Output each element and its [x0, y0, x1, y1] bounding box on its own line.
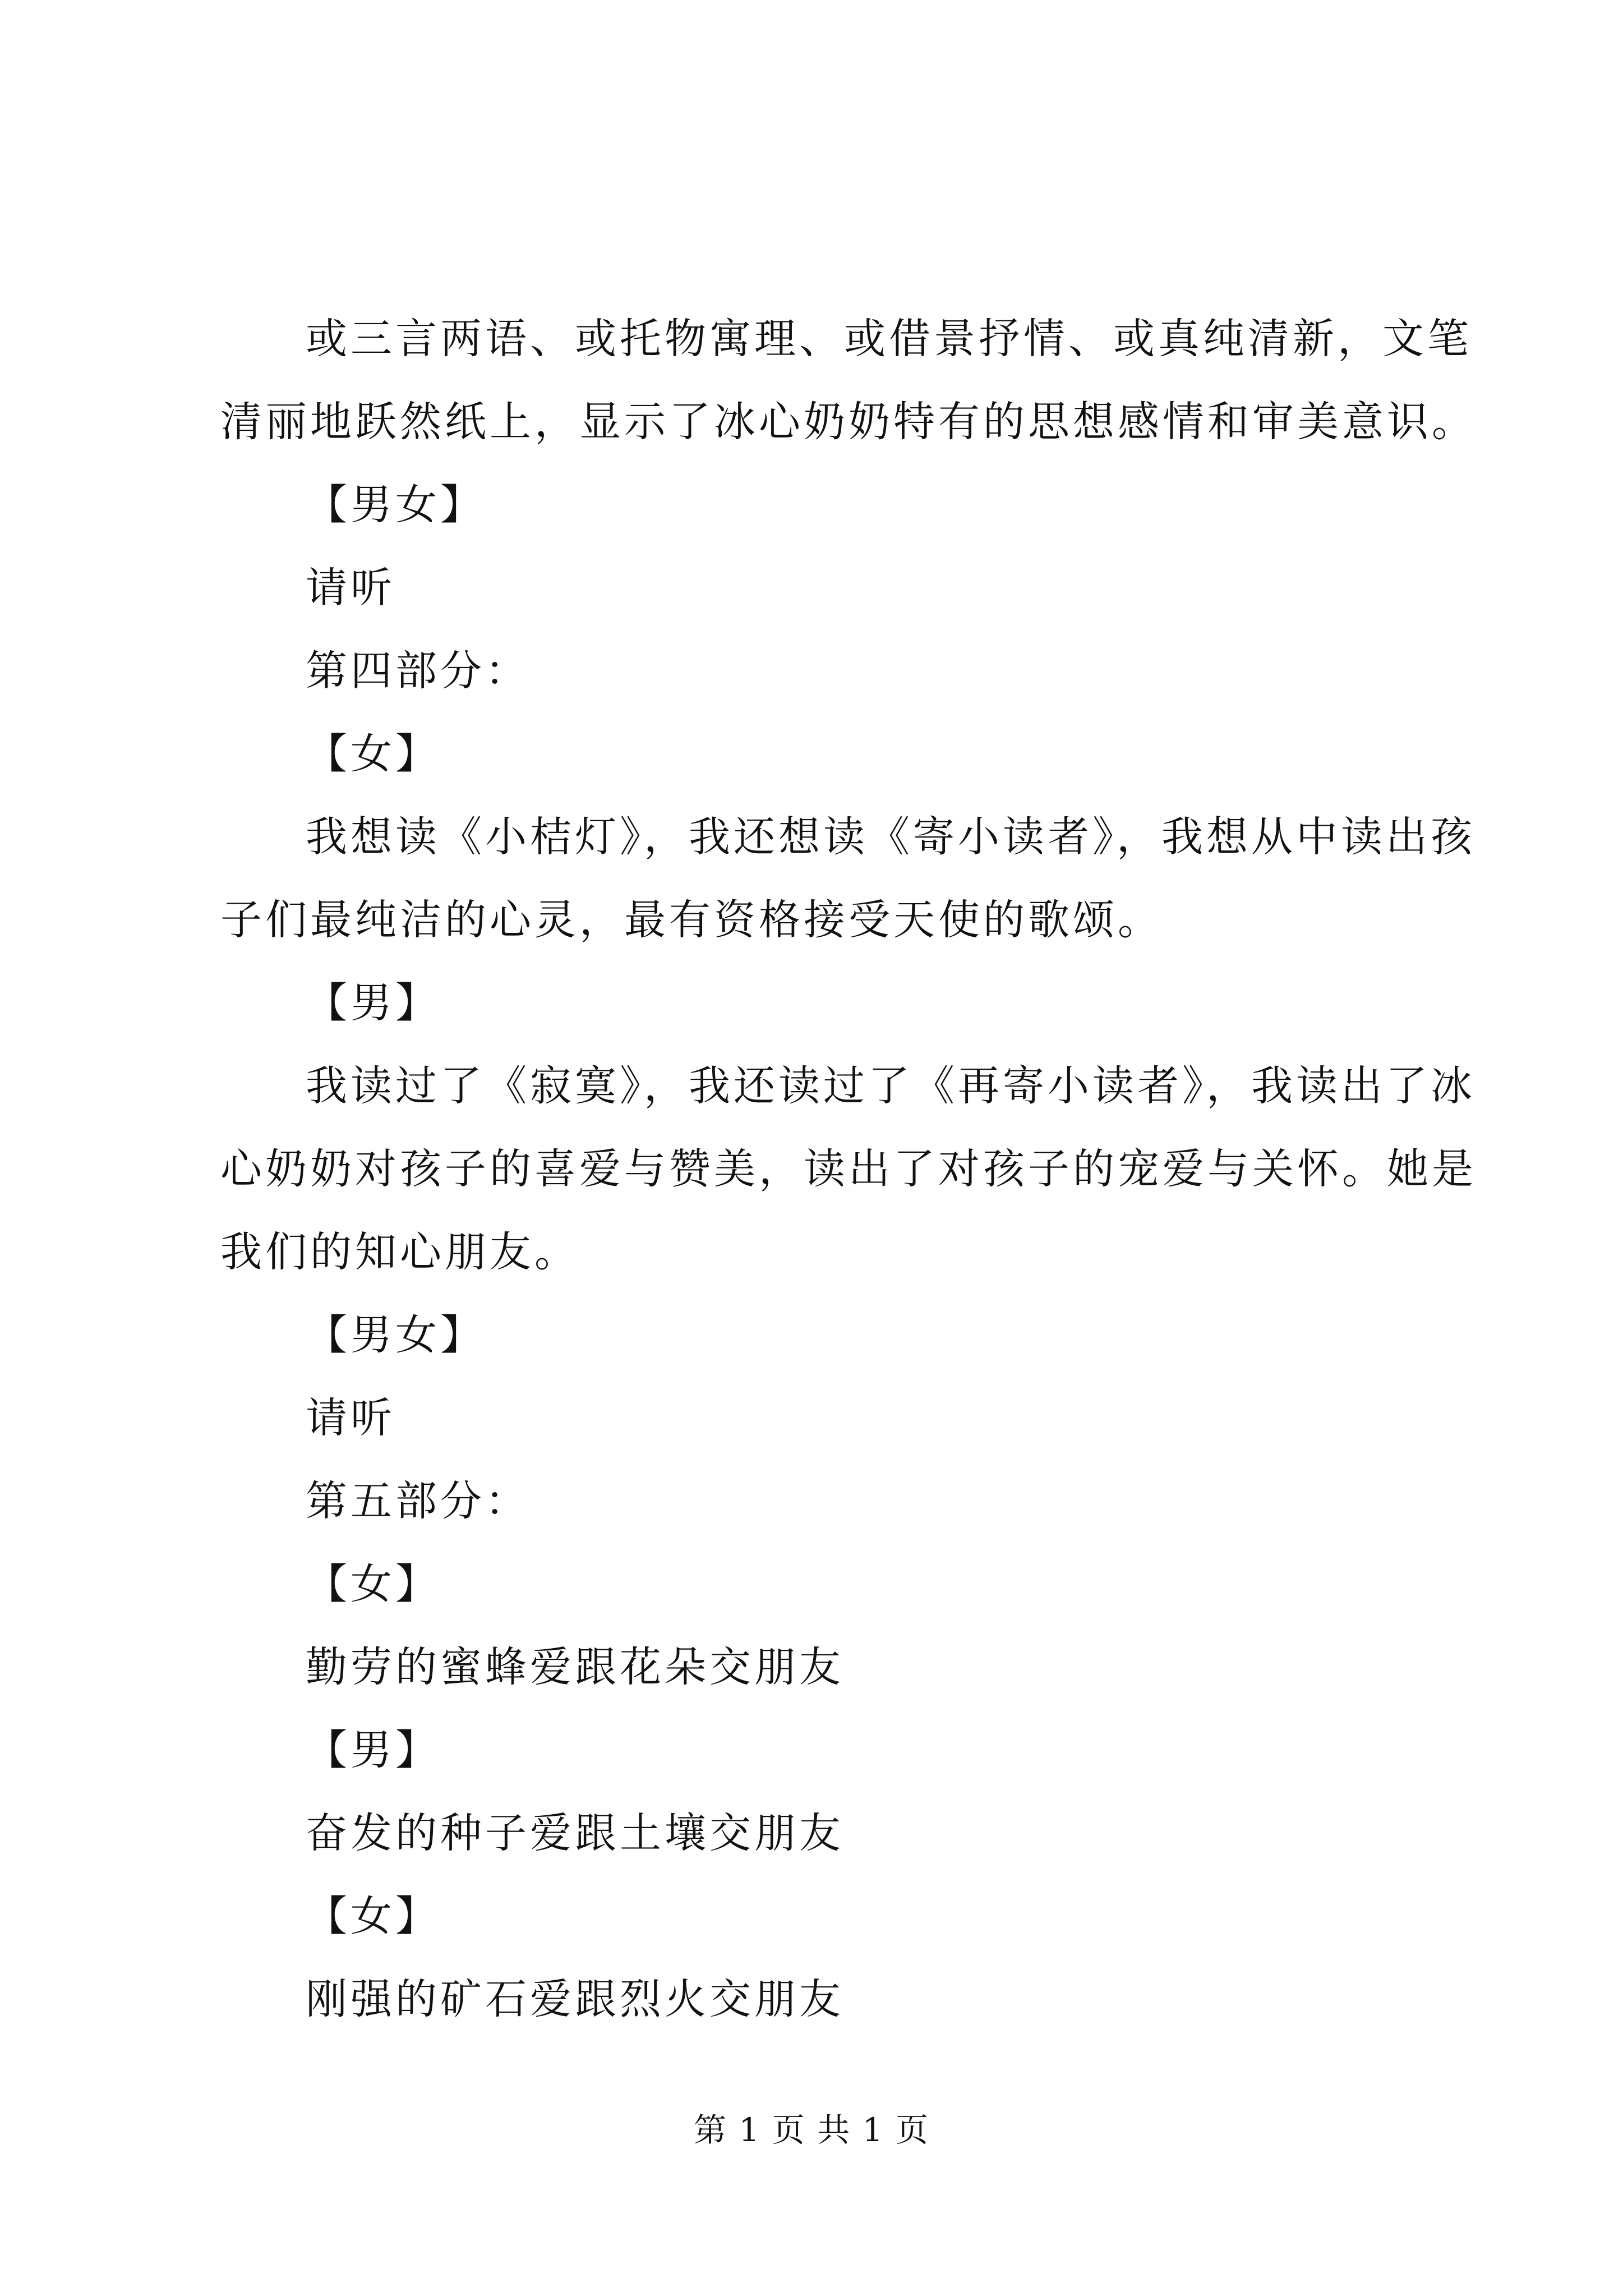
section-heading: 第四部分： — [306, 647, 530, 695]
section-heading: 第五部分： — [306, 1477, 530, 1525]
paragraph-line: 我们的知心朋友。 — [220, 1228, 579, 1276]
paragraph-line: 刚强的矿石爱跟烈火交朋友 — [306, 1975, 844, 2023]
speaker-tag: 【女】 — [306, 1892, 440, 1940]
paragraph-line: 请听 — [306, 1394, 395, 1442]
speaker-tag: 【男女】 — [306, 481, 485, 529]
paragraph-line: 子们最纯洁的心灵，最有资格接受天使的歌颂。 — [220, 896, 1163, 944]
speaker-tag: 【男】 — [306, 979, 440, 1027]
speaker-tag: 【男】 — [306, 1726, 440, 1774]
speaker-tag: 【女】 — [306, 1560, 440, 1608]
paragraph-line: 请听 — [306, 564, 395, 612]
paragraph-line: 我想读《小桔灯》，我还想读《寄小读者》，我想从中读出孩 — [306, 813, 1476, 861]
paragraph-line: 或三言两语、或托物寓理、或借景抒情、或真纯清新，文笔 — [306, 315, 1472, 363]
paragraph-line: 我读过了《寂寞》，我还读过了《再寄小读者》，我读出了冰 — [306, 1062, 1476, 1110]
speaker-tag: 【女】 — [306, 730, 440, 778]
document-body — [220, 297, 1477, 2041]
page-footer: 第 1 页 共 1 页 — [694, 2111, 929, 2149]
paragraph-line: 清丽地跃然纸上，显示了冰心奶奶特有的思想感情和审美意识。 — [220, 398, 1477, 446]
speaker-tag: 【男女】 — [306, 1311, 485, 1359]
paragraph-line: 勤劳的蜜蜂爱跟花朵交朋友 — [306, 1643, 844, 1691]
paragraph-line: 心奶奶对孩子的喜爱与赞美，读出了对孩子的宠爱与关怀。她是 — [220, 1145, 1477, 1193]
paragraph-line: 奋发的种子爱跟土壤交朋友 — [306, 1809, 844, 1857]
